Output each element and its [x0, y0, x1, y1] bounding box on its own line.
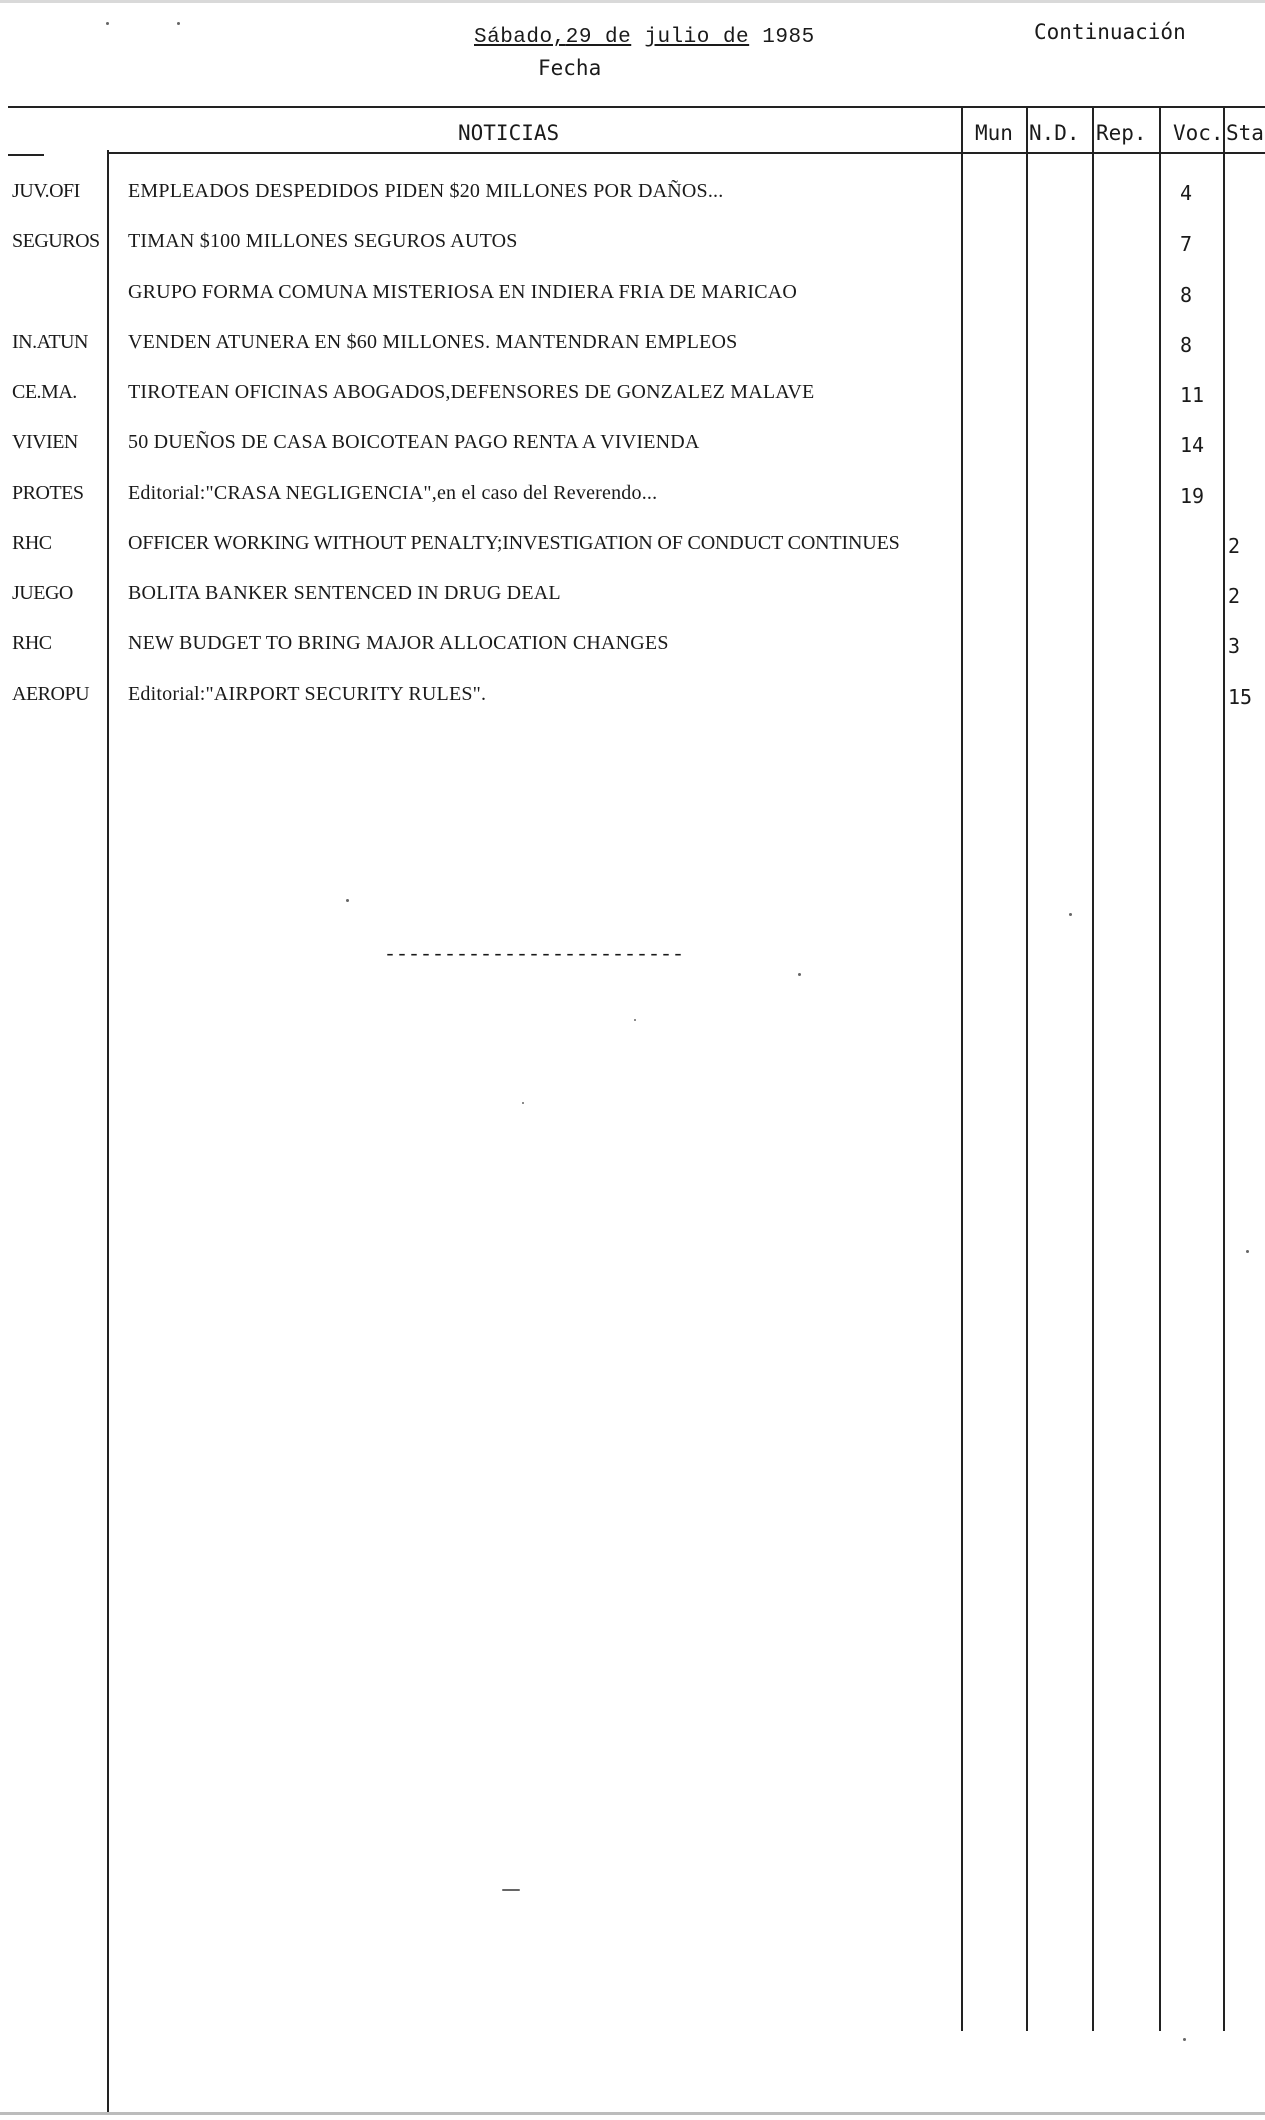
- voc-page: 8: [1180, 283, 1193, 307]
- column-divider-voc: [1159, 106, 1161, 2031]
- news-headline: EMPLEADOS DESPEDIDOS PIDEN $20 MILLONES POR DAÑOS...: [128, 180, 724, 202]
- date-prefix: Sábado,: [474, 26, 566, 49]
- column-divider-sta: [1223, 106, 1225, 2031]
- date-month: julio de: [644, 26, 750, 49]
- date-line: [474, 26, 815, 49]
- section-code: VIVIEN: [12, 431, 78, 453]
- column-divider-code: [107, 150, 109, 2112]
- column-header-nd: N.D.: [1029, 121, 1080, 145]
- page-top-edge: [0, 0, 1265, 3]
- continuation-label: Continuación: [1034, 20, 1186, 44]
- fecha-label: Fecha: [538, 56, 602, 80]
- end-of-list-rule: -------------------------: [384, 944, 685, 967]
- section-code: JUEGO: [12, 582, 73, 604]
- voc-page: 19: [1180, 484, 1205, 508]
- date-year: 1985: [762, 26, 815, 49]
- scan-speck: [1183, 2038, 1186, 2041]
- news-headline: VENDEN ATUNERA EN $60 MILLONES. MANTENDRAN EMPLEOS: [128, 331, 738, 353]
- voc-page: 8: [1180, 333, 1193, 357]
- section-code: JUV.OFI: [12, 180, 80, 202]
- voc-page: 7: [1180, 232, 1193, 256]
- section-code: AEROPU: [12, 683, 90, 705]
- news-headline: NEW BUDGET TO BRING MAJOR ALLOCATION CHANGES: [128, 632, 669, 654]
- section-code: SEGUROS: [12, 230, 100, 252]
- column-divider-mun: [961, 106, 963, 2031]
- scan-speck: [346, 899, 349, 902]
- scan-speck: [1246, 1250, 1249, 1253]
- scan-speck: [502, 1889, 520, 1891]
- column-header-sta: Sta: [1226, 121, 1264, 145]
- page-bottom-edge: [0, 2112, 1265, 2115]
- section-code: PROTES: [12, 482, 84, 504]
- news-headline: OFFICER WORKING WITHOUT PENALTY;INVESTIGATION OF CONDUCT CONTINUES: [128, 532, 900, 554]
- news-headline: Editorial:"AIRPORT SECURITY RULES".: [128, 683, 487, 705]
- voc-page: 11: [1180, 383, 1205, 407]
- sta-page: 15: [1228, 685, 1253, 709]
- news-headline: GRUPO FORMA COMUNA MISTERIOSA EN INDIERA FRIA DE MARICAO: [128, 281, 798, 303]
- column-divider-nd: [1026, 106, 1028, 2031]
- scan-speck: [1069, 913, 1072, 916]
- column-header-mun: Mun: [975, 121, 1013, 145]
- news-headline: 50 DUEÑOS DE CASA BOICOTEAN PAGO RENTA A VIVIENDA: [128, 431, 700, 453]
- news-headline: Editorial:"CRASA NEGLIGENCIA",en el caso del Reverendo...: [128, 482, 658, 504]
- voc-page: 4: [1180, 181, 1193, 205]
- date-day: 29 de: [565, 26, 632, 49]
- news-headline: BOLITA BANKER SENTENCED IN DRUG DEAL: [128, 582, 561, 604]
- column-header-voc: Voc.: [1173, 121, 1224, 145]
- section-code: CE.MA.: [12, 381, 77, 403]
- scan-speck: [798, 973, 801, 976]
- section-code: IN.ATUN: [12, 331, 88, 353]
- scan-speck: [634, 1019, 636, 1021]
- header-bottom-border-left: [8, 154, 44, 156]
- news-headline: TIROTEAN OFICINAS ABOGADOS,DEFENSORES DE GONZALEZ MALAVE: [128, 381, 815, 403]
- section-code: RHC: [12, 632, 52, 654]
- voc-page: 14: [1180, 433, 1205, 457]
- column-divider-rep: [1092, 106, 1094, 2031]
- scan-speck: [177, 22, 180, 25]
- sta-page: 3: [1228, 634, 1241, 658]
- sta-page: 2: [1228, 584, 1241, 608]
- table-top-border: [8, 106, 1265, 108]
- column-header-rep: Rep.: [1096, 121, 1147, 145]
- scan-speck: [106, 22, 109, 25]
- scan-speck: [522, 1102, 524, 1104]
- news-headline: TIMAN $100 MILLONES SEGUROS AUTOS: [128, 230, 518, 252]
- column-header-noticias: NOTICIAS: [458, 121, 560, 145]
- sta-page: 2: [1228, 534, 1241, 558]
- section-code: RHC: [12, 532, 52, 554]
